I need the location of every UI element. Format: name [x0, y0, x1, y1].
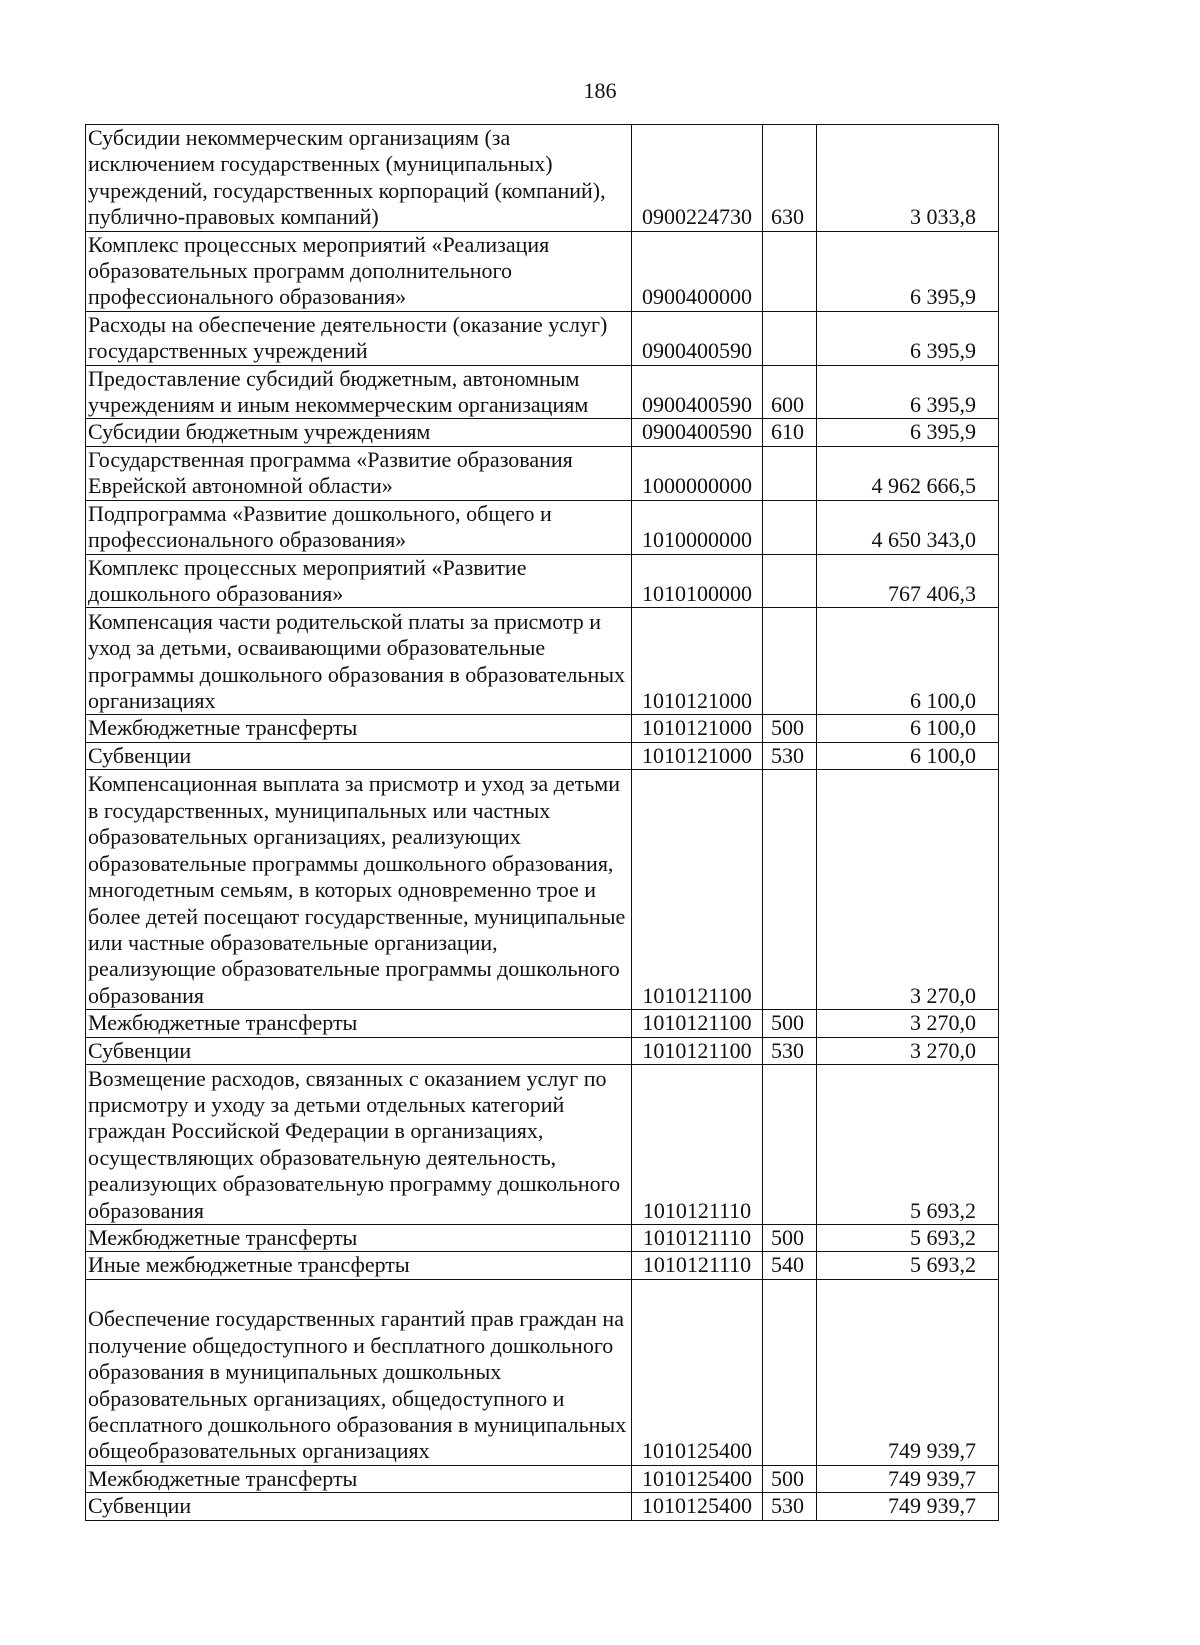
- row-name: Межбюджетные трансферты: [86, 1010, 632, 1037]
- row-name: Возмещение расходов, связанных с оказанием услуг по присмотру и уходу за детьми отдельных категорий граждан Российской Федерации в организациях, осуществляющих образовательную деятельность, реализующих образовательную программу дошкольного образования: [86, 1064, 632, 1224]
- table-row: [86, 1252, 999, 1279]
- row-code: 1010121100: [632, 1010, 763, 1037]
- row-name: Обеспечение государственных гарантий прав граждан на получение общедоступного и бесплатного дошкольного образования в муниципальных дошкольных образовательных организациях, общедоступного и бесплатного дошкольного образования в муниципальных общеобразовательных организациях: [86, 1279, 632, 1465]
- row-sum: 749 939,7: [817, 1279, 999, 1465]
- row-sum: 6 395,9: [817, 231, 999, 311]
- table-row: [86, 1493, 999, 1520]
- table-row: [86, 608, 999, 715]
- row-name: Межбюджетные трансферты: [86, 715, 632, 742]
- table-row: [86, 365, 999, 419]
- table-row: [86, 742, 999, 769]
- row-name: Иные межбюджетные трансферты: [86, 1252, 632, 1279]
- table-row: [86, 770, 999, 1010]
- row-code: 1010121000: [632, 742, 763, 769]
- row-name: Компенсация части родительской платы за присмотр и уход за детьми, осваивающими образовательные программы дошкольного образования в образовательных организациях: [86, 608, 632, 715]
- row-sum: 4 962 666,5: [817, 446, 999, 500]
- row-sum: 6 100,0: [817, 608, 999, 715]
- row-name: Межбюджетные трансферты: [86, 1465, 632, 1492]
- table-row: [86, 1465, 999, 1492]
- row-code: 1010125400: [632, 1465, 763, 1492]
- row-sum: 5 693,2: [817, 1224, 999, 1251]
- row-sum: 6 395,9: [817, 419, 999, 446]
- row-sum: 3 033,8: [817, 125, 999, 232]
- table-row: [86, 554, 999, 608]
- table-row: [86, 1064, 999, 1224]
- row-name: Комплекс процессных мероприятий «Развитие дошкольного образования»: [86, 554, 632, 608]
- row-vr: [763, 608, 817, 715]
- row-vr: 530: [763, 1037, 817, 1064]
- table-row: [86, 1037, 999, 1064]
- table-row: [86, 500, 999, 554]
- table-row: [86, 1279, 999, 1465]
- row-vr: 530: [763, 1493, 817, 1520]
- row-code: 0900224730: [632, 125, 763, 232]
- row-vr: 500: [763, 715, 817, 742]
- row-name: Субвенции: [86, 1493, 632, 1520]
- row-sum: 5 693,2: [817, 1252, 999, 1279]
- row-name: Комплекс процессных мероприятий «Реализация образовательных программ дополнительного профессионального образования»: [86, 231, 632, 311]
- row-sum: 3 270,0: [817, 1037, 999, 1064]
- row-vr: [763, 500, 817, 554]
- row-vr: [763, 1279, 817, 1465]
- row-vr: [763, 1064, 817, 1224]
- row-vr: 530: [763, 742, 817, 769]
- row-code: 1010121100: [632, 1037, 763, 1064]
- row-code: 1010125400: [632, 1493, 763, 1520]
- row-code: 0900400590: [632, 311, 763, 365]
- row-sum: 6 395,9: [817, 365, 999, 419]
- row-sum: 3 270,0: [817, 1010, 999, 1037]
- row-vr: 600: [763, 365, 817, 419]
- row-code: 1000000000: [632, 446, 763, 500]
- row-name: Субсидии бюджетным учреждениям: [86, 419, 632, 446]
- table-row: [86, 1010, 999, 1037]
- row-sum: 767 406,3: [817, 554, 999, 608]
- row-vr: [763, 311, 817, 365]
- row-code: 0900400590: [632, 419, 763, 446]
- row-name: Расходы на обеспечение деятельности (оказание услуг) государственных учреждений: [86, 311, 632, 365]
- row-code: 1010121000: [632, 608, 763, 715]
- row-vr: 630: [763, 125, 817, 232]
- table-row: [86, 446, 999, 500]
- row-vr: 540: [763, 1252, 817, 1279]
- row-sum: 749 939,7: [817, 1493, 999, 1520]
- row-sum: 5 693,2: [817, 1064, 999, 1224]
- budget-table: [85, 124, 999, 1521]
- row-vr: 500: [763, 1465, 817, 1492]
- row-vr: 500: [763, 1224, 817, 1251]
- table-row: [86, 419, 999, 446]
- row-vr: [763, 446, 817, 500]
- row-code: 0900400590: [632, 365, 763, 419]
- row-vr: [763, 554, 817, 608]
- row-vr: [763, 770, 817, 1010]
- table-row: [86, 311, 999, 365]
- row-name: Компенсационная выплата за присмотр и уход за детьми в государственных, муниципальных или частных образовательных организациях, реализующих образовательные программы дошкольного образования, многодетным семьям, в которых одновременно трое и более детей посещают государственные, муниципальные или частные образовательные организации, реализующие образовательные программы дошкольного образования: [86, 770, 632, 1010]
- row-vr: 610: [763, 419, 817, 446]
- row-code: 1010125400: [632, 1279, 763, 1465]
- row-code: 0900400000: [632, 231, 763, 311]
- row-sum: 4 650 343,0: [817, 500, 999, 554]
- row-name: Предоставление субсидий бюджетным, автономным учреждениям и иным некоммерческим организациям: [86, 365, 632, 419]
- row-sum: 6 100,0: [817, 742, 999, 769]
- budget-table-body: [86, 125, 999, 1521]
- row-name: Субвенции: [86, 1037, 632, 1064]
- row-name: Государственная программа «Развитие образования Еврейской автономной области»: [86, 446, 632, 500]
- page-number: 186: [583, 78, 617, 103]
- table-row: [86, 125, 999, 232]
- row-code: 1010121110: [632, 1064, 763, 1224]
- row-code: 1010121100: [632, 770, 763, 1010]
- table-row: [86, 715, 999, 742]
- row-name: Субвенции: [86, 742, 632, 769]
- row-code: 1010100000: [632, 554, 763, 608]
- row-code: 1010121110: [632, 1224, 763, 1251]
- row-name: Субсидии некоммерческим организациям (за исключением государственных (муниципальных) учреждений, государственных корпораций (компаний), публично-правовых компаний): [86, 125, 632, 232]
- table-row: [86, 1224, 999, 1251]
- row-sum: 6 100,0: [817, 715, 999, 742]
- row-code: 1010000000: [632, 500, 763, 554]
- row-name: Межбюджетные трансферты: [86, 1224, 632, 1251]
- row-code: 1010121000: [632, 715, 763, 742]
- row-sum: 749 939,7: [817, 1465, 999, 1492]
- row-name: Подпрограмма «Развитие дошкольного, общего и профессионального образования»: [86, 500, 632, 554]
- row-sum: 3 270,0: [817, 770, 999, 1010]
- row-vr: [763, 231, 817, 311]
- row-code: 1010121110: [632, 1252, 763, 1279]
- table-row: [86, 231, 999, 311]
- row-sum: 6 395,9: [817, 311, 999, 365]
- row-vr: 500: [763, 1010, 817, 1037]
